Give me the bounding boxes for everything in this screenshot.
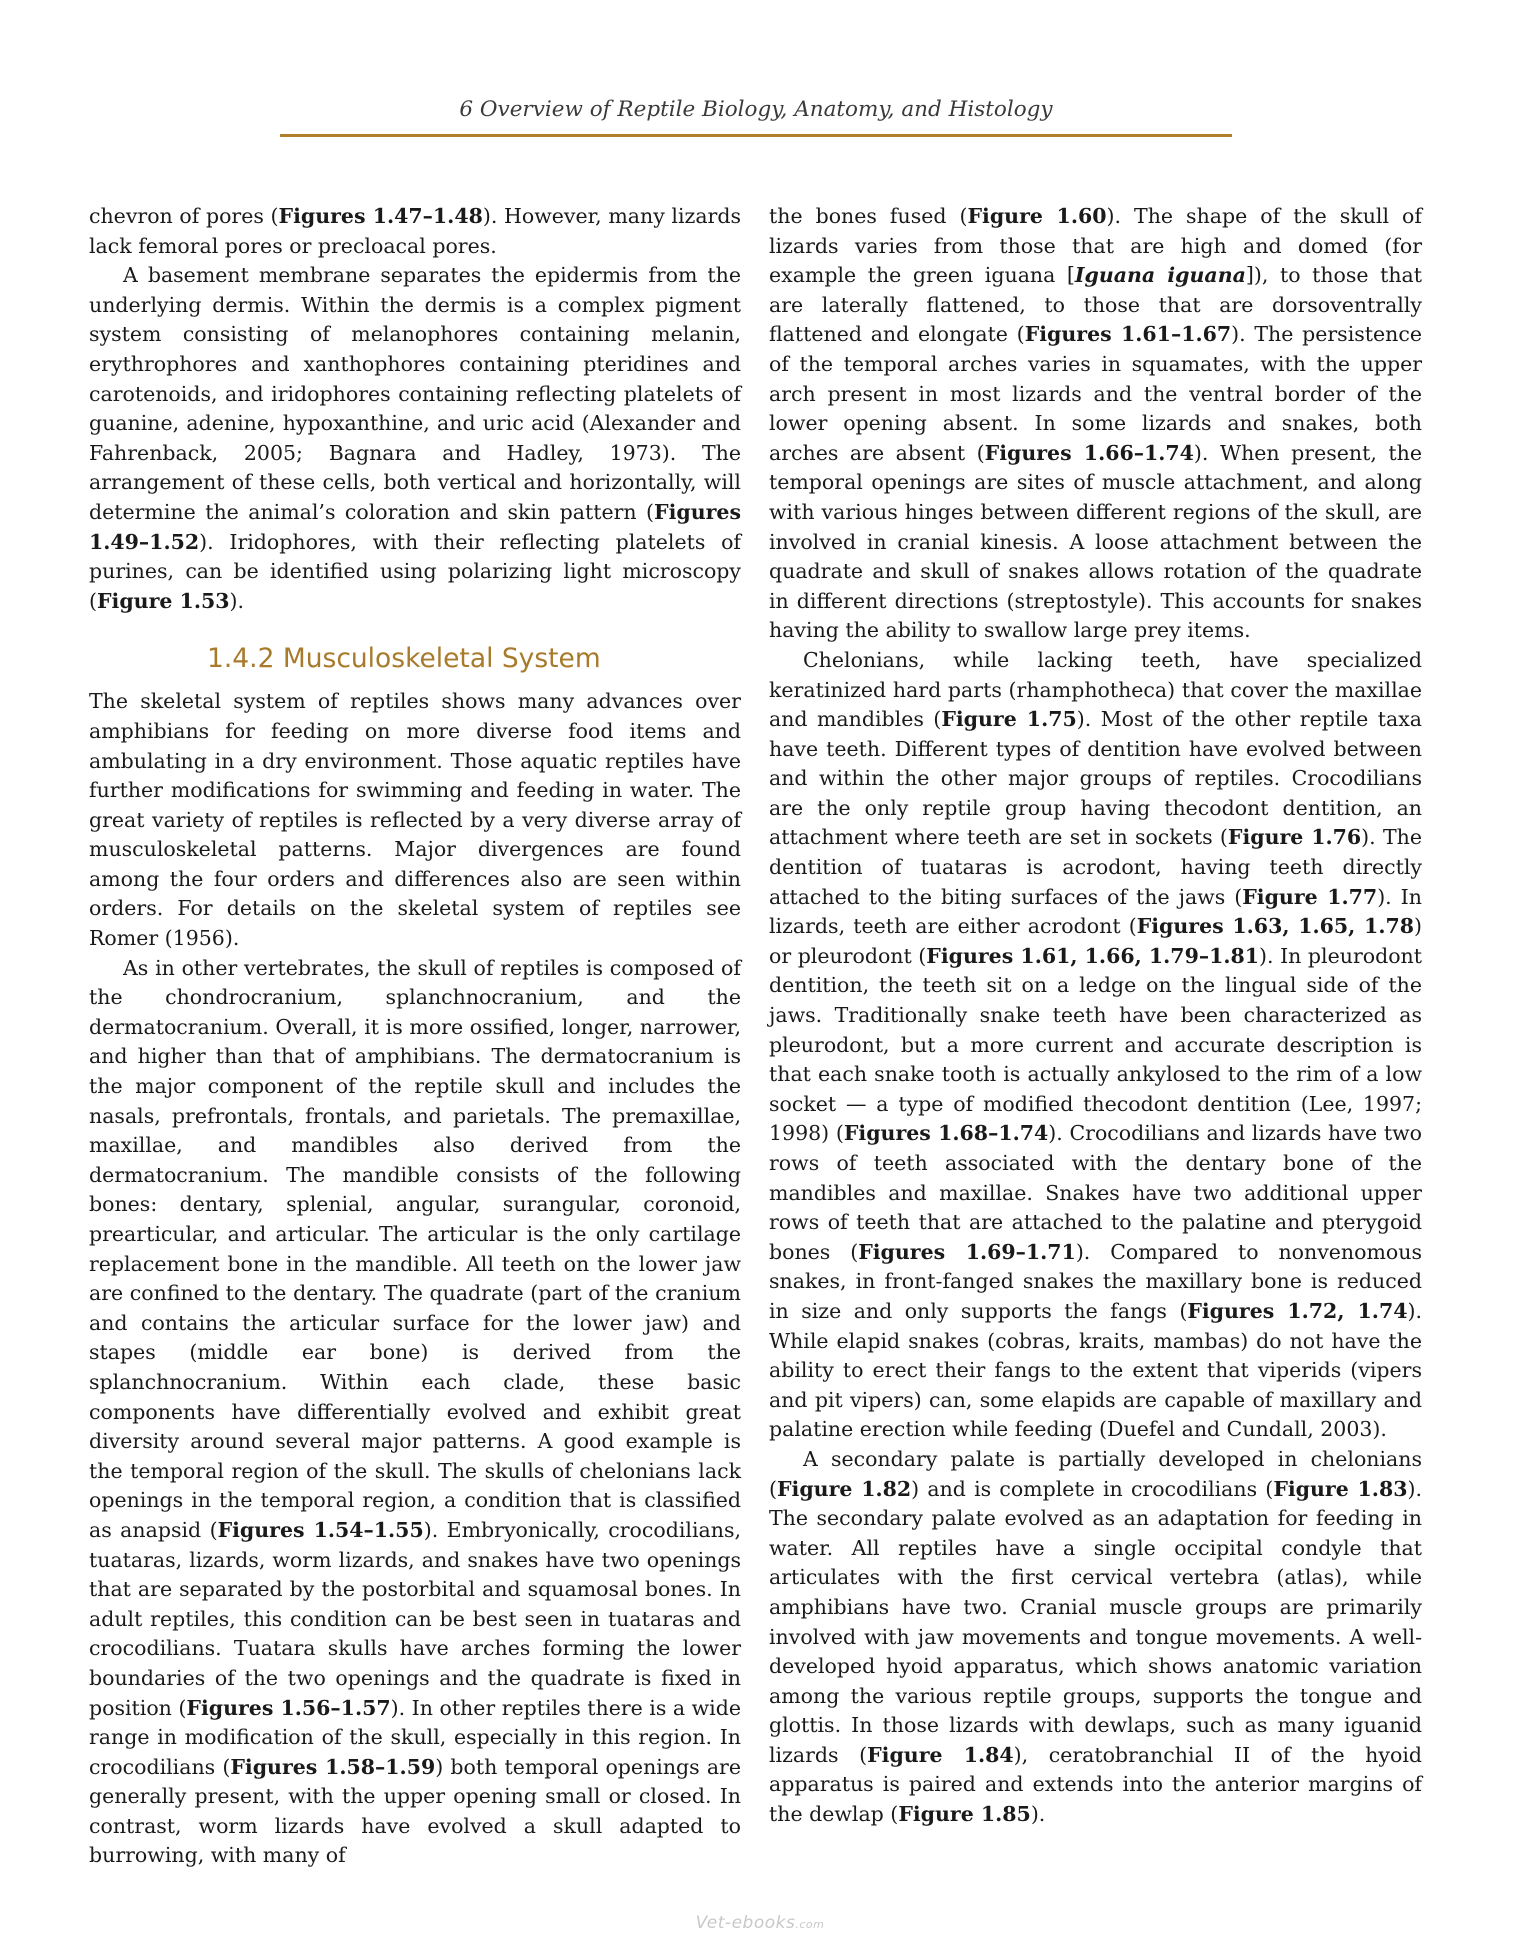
text-run: ) and is complete in crocodilians ( [911, 1476, 1274, 1501]
figure-reference: Figures 1.56–1.57 [186, 1695, 391, 1720]
text-run: ) or pleurodont ( [769, 914, 1422, 968]
figure-reference: Figure 1.84 [867, 1742, 1014, 1767]
figure-reference: Figure 1.76 [1227, 825, 1362, 850]
text-run: ). Most of the other reptile taxa have teeth. Different types of dentition have evolved between and within the other major groups of reptiles. Crocodilians are the only reptile group having thecodont dentition, an attachment where teeth are set in sockets ( [769, 707, 1422, 850]
figure-reference: Figures 1.47–1.48 [278, 204, 483, 228]
figure-reference: Figure 1.83 [1273, 1476, 1408, 1501]
text-run: ). While elapid snakes (cobras, kraits, mambas) do not have the ability to erect their fangs to the extent that viperids (vipers and pit vipers) can, some elapids are capable of maxillary and palatine erection while feeding (Duefel and Cundall, 2003). [769, 1298, 1422, 1442]
text-run: ). When present, the temporal openings are sites of muscle attachment, and along with various hinges between different regions of the skull, are involved in cranial kinesis. A loose attachment between the quadrate and skull of snakes allows rotation of the quadrate in different directions (streptostyle). This accounts for snakes having the ability to swallow large prey items. [769, 440, 1422, 643]
text-run: ). Compared to nonvenomous snakes, in front-fanged snakes the maxillary bone is reduced in size and only supports the fangs ( [769, 1239, 1422, 1323]
paragraph [769, 202, 1422, 646]
paragraph [89, 202, 741, 261]
text-run: chevron of pores ( [89, 204, 279, 228]
paragraph [769, 646, 1422, 1445]
figure-reference: Figures 1.49–1.52 [89, 499, 741, 554]
figure-reference: Figures 1.58–1.59 [230, 1754, 436, 1779]
section-heading: 1.4.2 Musculoskeletal System [207, 643, 601, 675]
text-run: ). However, many lizards lack femoral pores or precloacal pores. [89, 204, 741, 258]
figure-reference: Figure 1.60 [967, 204, 1107, 228]
figure-reference: Figure 1.75 [941, 707, 1077, 732]
figure-reference: Figures 1.66–1.74 [984, 440, 1194, 465]
figure-reference: Figure 1.82 [777, 1476, 912, 1501]
figure-reference: Figure 1.85 [898, 1802, 1031, 1827]
figure-reference: Figures 1.63, 1.65, 1.78 [1136, 914, 1414, 939]
figure-reference: Figure 1.77 [1242, 884, 1378, 909]
figure-reference: Figures 1.61–1.67 [1024, 322, 1232, 347]
figure-reference: Figures 1.69–1.71 [858, 1239, 1076, 1264]
paragraph [769, 1445, 1422, 1830]
text-run: ). [229, 588, 245, 613]
text-run: ). Embryonically, crocodilians, tuataras, lizards, worm lizards, and snakes have two openings that are separated by the postorbital and squamosal bones. In adult reptiles, this condition can be best seen in tuataras and crocodilians. Tuatara skulls have arches forming the lower boundaries of the two openings and the quadrate is fixed in position ( [89, 1517, 741, 1720]
text-run: ]), to those that are laterally flattened, to those that are dorsoventrally flattened and elongate ( [769, 263, 1423, 347]
running-head: 6 Overview of Reptile Biology, Anatomy, and Histology [459, 97, 1053, 122]
text-run: ) both temporal openings are generally present, with the upper opening small or closed. In contrast, worm lizards have evolved a skull adapted to burrowing, with many of [89, 1754, 741, 1868]
paragraph [89, 687, 741, 953]
text-run: the bones fused ( [769, 204, 968, 228]
text-run: ), ceratobranchial II of the hyoid apparatus is paired and extends into the anterior margins of the dewlap ( [769, 1742, 1422, 1827]
text-run: A basement membrane separates the epidermis from the underlying dermis. Within the dermis is a complex pigment system consisting of melanophores containing melanin, erythrophores and xanthophores containing pteridines and carotenoids, and iridophores containing reflecting platelets of guanine, adenine, hypoxanthine, and uric acid (Alexander and Fahrenback, 2005; Bagnara and Hadley, 1973). The arrangement of these cells, both vertical and horizontally, will determine the animal’s coloration and skin pattern ( [89, 263, 741, 524]
text-run: ). In other reptiles there is a wide range in modification of the skull, especially in this region. In crocodilians ( [89, 1695, 741, 1779]
text-run: ). [1030, 1802, 1046, 1827]
paragraph [89, 261, 741, 616]
figure-reference: Figures 1.72, 1.74 [1187, 1298, 1408, 1323]
text-run: A secondary palate is partially developed in chelonians ( [769, 1446, 1422, 1501]
text-run: ). In lizards, teeth are either acrodont ( [769, 884, 1422, 939]
text-run: ). The persistence of the temporal arches varies in squamates, with the upper arch present in most lizards and the ventral border of the lower opening absent. In some lizards and snakes, both arches are absent ( [769, 322, 1422, 465]
text-run: ). In pleurodont dentition, the teeth sit on a ledge on the lingual side of the jaws. Traditionally snake teeth have been characterized as pleurodont, but a more current and accurate description is that each snake tooth is actually ankylosed to the rim of a low socket — a type of modified thecodont dentition (Lee, 1997; 1998) ( [769, 943, 1422, 1146]
watermark-text: Vet-ebooks [695, 1913, 796, 1933]
left-column [89, 202, 741, 1871]
watermark-suffix: .com [795, 1918, 825, 1931]
paragraph [89, 954, 741, 1871]
text-run: ). Crocodilians and lizards have two rows of teeth associated with the dentary bone of the mandibles and maxillae. Snakes have two additional upper rows of teeth that are attached to the palatine and pterygoid bones ( [769, 1121, 1422, 1264]
text-run: ). The secondary palate evolved as an adaptation for feeding in water. All reptiles have a single occipital condyle that articulates with the first cervical vertebra (atlas), while amphibians have two. Cranial muscle groups are primarily involved with jaw movements and tongue movements. A well-developed hyoid apparatus, which shows anatomic variation among the various reptile groups, supports the tongue and glottis. In those lizards with dewlaps, such as many iguanid lizards ( [769, 1476, 1422, 1767]
header-rule [280, 134, 1232, 137]
figure-reference: Figures 1.54–1.55 [217, 1517, 424, 1542]
text-run: ). The dentition of tuataras is acrodont, having teeth directly attached to the biting surfaces of the jaws ( [769, 825, 1422, 909]
text-run: As in other vertebrates, the skull of reptiles is composed of the chondrocranium, splanchnocranium, and the dermatocranium. Overall, it is more ossified, longer, narrower, and higher than that of amphibians. The dermatocranium is the major component of the reptile skull and includes the nasals, prefrontals, frontals, and parietals. The premaxillae, maxillae, and mandibles also derived from the dermatocranium. The mandible consists of the following bones: dentary, splenial, angular, surangular, coronoid, prearticular, and articular. The articular is the only cartilage replacement bone in the mandible. All teeth on the lower jaw are confined to the dentary. The quadrate (part of the cranium and contains the articular surface for the lower jaw) and stapes (middle ear bone) is derived from the splanchnocranium. Within each clade, these basic components have differentially evolved and exhibit great diversity around several major patterns. A good example is the temporal region of the skull. The skulls of chelonians lack openings in the temporal region, a condition that is classified as anapsid ( [89, 955, 741, 1542]
figure-reference: Figure 1.53 [97, 588, 230, 613]
text-run: ). Iridophores, with their reflecting platelets of purines, can be identified using polarizing light microscopy ( [89, 529, 741, 613]
text-run: The skeletal system of reptiles shows many advances over amphibians for feeding on more diverse food items and ambulating in a dry environment. Those aquatic reptiles have further modifications for swimming and feeding in water. The great variety of reptiles is reflected by a very diverse array of musculoskeletal patterns. Major divergences are found among the four orders and differences also are seen within orders. For details on the skeletal system of reptiles see Romer (1956). [89, 689, 741, 951]
figure-reference: Figures 1.61, 1.66, 1.79–1.81 [926, 943, 1260, 968]
text-run: Chelonians, while lacking teeth, have specialized keratinized hard parts (rhamphotheca) that cover the maxillae and mandibles ( [769, 647, 1422, 732]
right-column [769, 202, 1422, 1830]
figure-reference: Figures 1.68–1.74 [843, 1121, 1049, 1146]
figure-reference: Iguana iguana [1074, 263, 1246, 288]
watermark-logo [680, 1913, 840, 1933]
text-run: ). The shape of the skull of lizards varies from those that are high and domed (for example the green iguana [ [769, 204, 1422, 288]
